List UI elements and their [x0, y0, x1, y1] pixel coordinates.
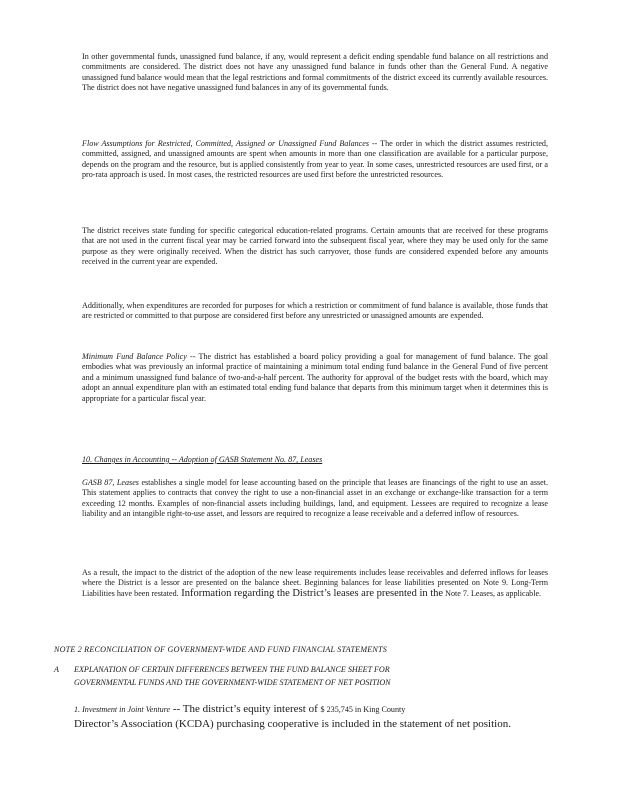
paragraph-other-funds — [82, 52, 548, 94]
item-lead: 1. Investment in Joint Venture — [74, 705, 171, 714]
section-heading-text: 10. Changes in Accounting -- Adoption of GASB Statement No. 87, Leases — [82, 455, 323, 464]
paragraph-text: In other governmental funds, unassigned fund balance, if any, would represent a deficit ending spendable fund balance on all restrictions and commitments are considered. The district does not have any unassigned fund balance in funds other than the General Fund. A negative unassigned fund balance would mean that the legal restrictions and formal commitments of the district exceed its currently available resources. The district does not have negative unassigned fund balances in any of its governmental funds. — [82, 52, 548, 93]
paragraph-adoption-result — [82, 568, 548, 599]
paragraph-lead: GASB 87, Leases — [82, 478, 139, 487]
paragraph-text: -- The order in which the district assumes restricted, committed, assigned, and unassigned amounts are spent when amounts in more than one classification are available for a particular purpose, depends on the program and the resource, but is applied consistently from year to year. In some cases, unrestricted resources are used first, or a pro-rata approach is used. In most cases, the restricted resources are used first before the unrestricted resources. — [82, 139, 548, 180]
paragraph-text: The district receives state funding for specific categorical education-related programs. Certain amounts that are received for these programs that are not used in the current fiscal year may be carried forward into the subsequent fiscal year, where they may be used only for the same purpose as they were originally received. When the district has such carryover, those funds are considered expended before any amounts received in the current year are expended. — [82, 226, 548, 267]
paragraph-lead: Minimum Fund Balance Policy — [82, 352, 187, 361]
paragraph-minimum-fund-balance — [82, 352, 548, 404]
item-text: -- The district’s equity interest of — [170, 703, 321, 715]
paragraph-flow-assumptions — [82, 139, 548, 181]
paragraph-state-funding — [82, 226, 548, 268]
paragraph-additionally — [82, 301, 548, 322]
paragraph-text: Note 7. Leases, as applicable. — [443, 588, 542, 598]
paragraph-text: establishes a single model for lease accounting based on the principle that leases are financings of the right to use an asset. This statement applies to contracts that convey the right to use a non-financial asset in an exchange or exchange-like transaction for a term exceeding 12 months. Examples of non-financial assets including buildings, land, and equipment. Lessees are required to recognize a lease liability and an intangible right-to-use asset, and lessors are required to recognize a lease receivable and a deferred inflow of resources. — [82, 478, 548, 519]
item-amount: $ 235,745 — [320, 705, 353, 714]
note-2-item-1 — [74, 702, 554, 732]
note-2-heading: NOTE 2 RECONCILIATION OF GOVERNMENT-WIDE AND FUND FINANCIAL STATEMENTS — [54, 645, 387, 654]
subheading-letter: A — [54, 665, 59, 674]
paragraph-lead: Flow Assumptions for Restricted, Committed, Assigned or Unassigned Fund Balances — [82, 139, 370, 148]
subheading-line-1: EXPLANATION OF CERTAIN DIFFERENCES BETWEEN THE FUND BALANCE SHEET FOR — [74, 665, 390, 674]
subheading-line-2: GOVERNMENTAL FUNDS AND THE GOVERNMENT-WIDE STATEMENT OF NET POSITION — [74, 678, 391, 687]
item-county: in King County — [352, 705, 406, 714]
item-line-2: Director’s Association (KCDA) purchasing cooperative is included in the statement of net position. — [74, 718, 511, 730]
paragraph-text: -- The district has established a board policy providing a goal for management of fund balance. The goal embodies what was previously an informal practice of maintaining a minimum total ending fund balance in the General Fund of five percent and a minimum unassigned fund balance of two-and-a-half percent. The authority for approval of the budget rests with the board, which may adopt an annual expenditure plan with an estimated total ending fund balance that departs from this minimum target when it determines this is appropriate for a particular fiscal year. — [82, 352, 548, 403]
paragraph-text: As a result, the impact to the district of the adoption of the new lease requirements includes lease receivables and deferred inflows for leases where the District is a lessor are presented on the balance sheet. Beginning balances for lease liabilities presented on Note 9. Long-Term Liabilities have been restated. — [82, 568, 548, 598]
section-heading-changes-in-accounting — [82, 455, 548, 465]
paragraph-gasb-87 — [82, 478, 548, 520]
paragraph-text-large: Information regarding the District’s leases are presented in the — [178, 587, 444, 599]
note-2-subheading — [54, 663, 554, 689]
paragraph-text: Additionally, when expenditures are recorded for purposes for which a restriction or commitment of fund balance is available, those funds that are restricted or committed to that purpose are considered first before any unrestricted or unassigned amounts are expended. — [82, 301, 548, 321]
